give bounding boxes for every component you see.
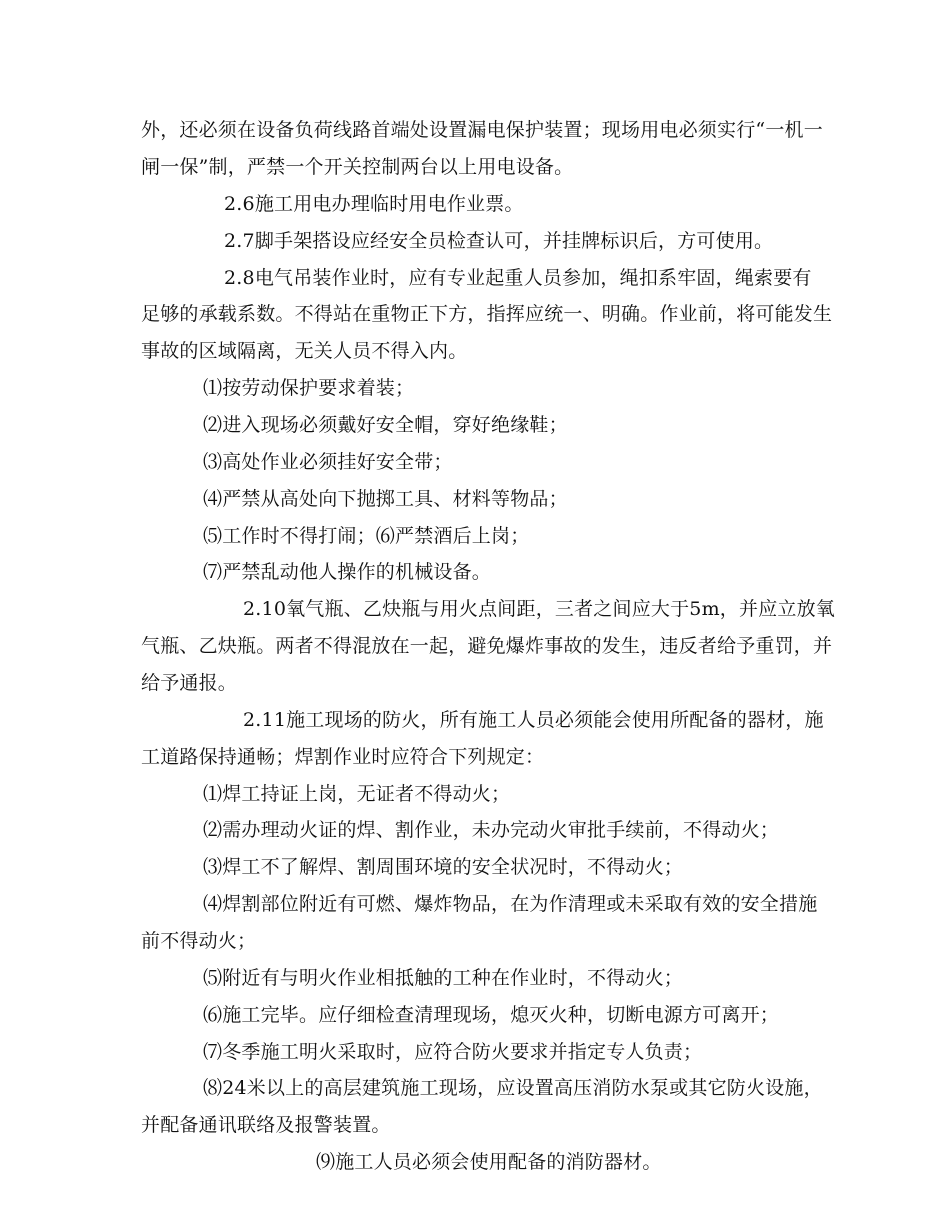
list-item: ⑵进入现场必须戴好安全帽，穿好绝缘鞋； xyxy=(203,414,568,436)
paragraph-line: 2.7脚手架搭设应经安全员检查认可，并挂牌标识后，方可使用。 xyxy=(224,230,774,252)
list-item-continuation: 并配备通讯联络及报警装置。 xyxy=(141,1114,391,1136)
list-item: ⑺严禁乱动他人操作的机械设备。 xyxy=(203,561,492,583)
list-item: ⑵需办理动火证的焊、割作业，未办完动火审批手续前，不得动火； xyxy=(203,819,780,841)
paragraph-line: 闸一保”制，严禁一个开关控制两台以上用电设备。 xyxy=(141,156,574,178)
list-item: ⑸附近有与明火作业相抵触的工种在作业时，不得动火； xyxy=(203,967,684,989)
paragraph-line: 气瓶、乙炔瓶。两者不得混放在一起，避免爆炸事故的发生，违反者给予重罚，并 xyxy=(141,635,833,657)
list-item: ⑶高处作业必须挂好安全带； xyxy=(203,451,453,473)
list-item: ⑷严禁从高处向下抛掷工具、材料等物品； xyxy=(203,488,568,510)
paragraph-line: 外，还必须在设备负荷线路首端处设置漏电保护装置；现场用电必须实行“一机一 xyxy=(141,119,823,141)
paragraph-line: 2.10氧气瓶、乙炔瓶与用火点间距，三者之间应大于5m，并应立放氧 xyxy=(243,598,836,620)
list-item: ⑴焊工持证上岗，无证者不得动火； xyxy=(203,783,511,805)
list-item: ⑻24米以上的高层建筑施工现场，应设置高压消防水泵或其它防火设施， xyxy=(203,1077,823,1099)
paragraph-line: 工道路保持通畅；焊割作业时应符合下列规定： xyxy=(141,746,545,768)
list-item: ⑴按劳动保护要求着装； xyxy=(203,377,415,399)
paragraph-line: 足够的承载系数。不得站在重物正下方，指挥应统一、明确。作业前，将可能发生 xyxy=(141,303,833,325)
list-item: ⑼施工人员必须会使用配备的消防器材。 xyxy=(316,1151,662,1173)
paragraph-line: 2.8电气吊装作业时，应有专业起重人员参加，绳扣系牢固，绳索要有 xyxy=(224,267,812,289)
list-item: ⑹施工完毕。应仔细检查清理现场，熄灭火种，切断电源方可离开； xyxy=(203,1004,780,1026)
paragraph-line: 2.11施工现场的防火，所有施工人员必须能会使用所配备的器材，施 xyxy=(243,709,824,731)
list-item-continuation: 前不得动火； xyxy=(141,930,257,952)
paragraph-line: 事故的区域隔离，无关人员不得入内。 xyxy=(141,340,468,362)
list-item: ⑷焊割部位附近有可燃、爆炸物品，在为作清理或未采取有效的安全措施 xyxy=(203,893,818,915)
paragraph-line: 2.6施工用电办理临时用电作业票。 xyxy=(224,193,524,215)
list-item: ⑺冬季施工明火采取时，应符合防火要求并指定专人负责； xyxy=(203,1041,703,1063)
paragraph-line: 给予通报。 xyxy=(141,672,238,694)
list-item: ⑸工作时不得打闹；⑹严禁酒后上岗； xyxy=(203,525,530,547)
list-item: ⑶焊工不了解焊、割周围环境的安全状况时，不得动火； xyxy=(203,856,684,878)
